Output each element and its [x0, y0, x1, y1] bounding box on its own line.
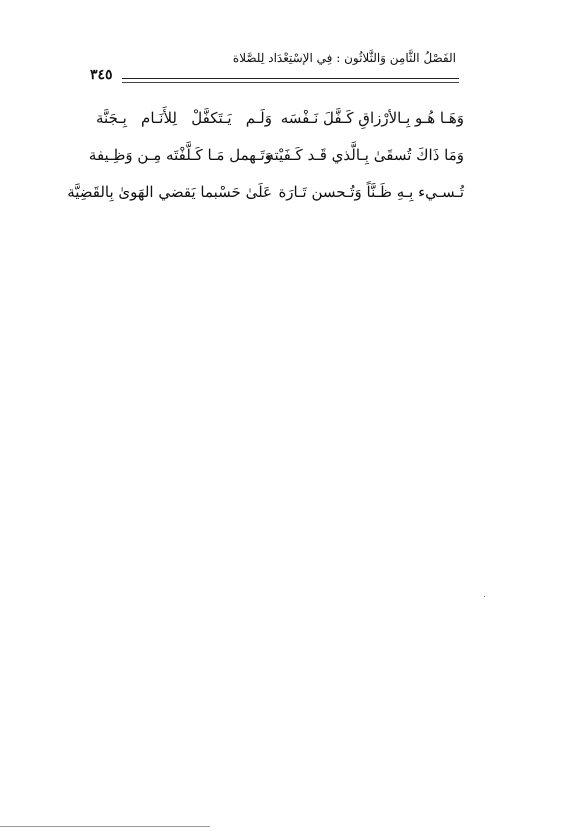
- scan-edge-line: [0, 826, 210, 827]
- page-number: ٣٤٥: [90, 67, 113, 83]
- scan-speck: [484, 596, 485, 597]
- verse-2-first-hemistich: وَمَا ذَاكَ تُسقَىٰ بِـالَّذي قَـد كَـفَيْته: [266, 146, 464, 164]
- verse-2: [88, 137, 464, 174]
- verse-3-first-hemistich: تُـسـيء بِـهِ ظَـنَّاً وَتُـحسن تَـارَة: [278, 183, 464, 201]
- running-header: الفَصْلُ الثَّامِن وَالثَّلاثُون : فِي الإسْتِعْدَاد لِلصَّلاة: [232, 51, 456, 65]
- poem: [67, 100, 464, 211]
- verse-1: [96, 100, 464, 137]
- verse-2-second-hemistich: وَتَـهمل مَـا كَـلَّفْتَه مِـن وَظِـيفة: [88, 146, 272, 164]
- header-rule: [122, 78, 459, 79]
- verse-1-second-hemistich: وَلَـم يَـتَكفَّلْ لِلأَنَـام بِـجَنَّة: [96, 109, 272, 127]
- verse-1-first-hemistich: وَهَـا هُـو بِـالأرْزاقِ كَـفَّلَ نَـفْسَه: [280, 109, 464, 127]
- verse-3: [67, 174, 464, 211]
- verse-3-second-hemistich: عَلَىٰ حَسْبما يَقضي الهَوىٰ بِالقَضِيَّة: [67, 183, 272, 201]
- header-rule-secondary: [122, 82, 459, 83]
